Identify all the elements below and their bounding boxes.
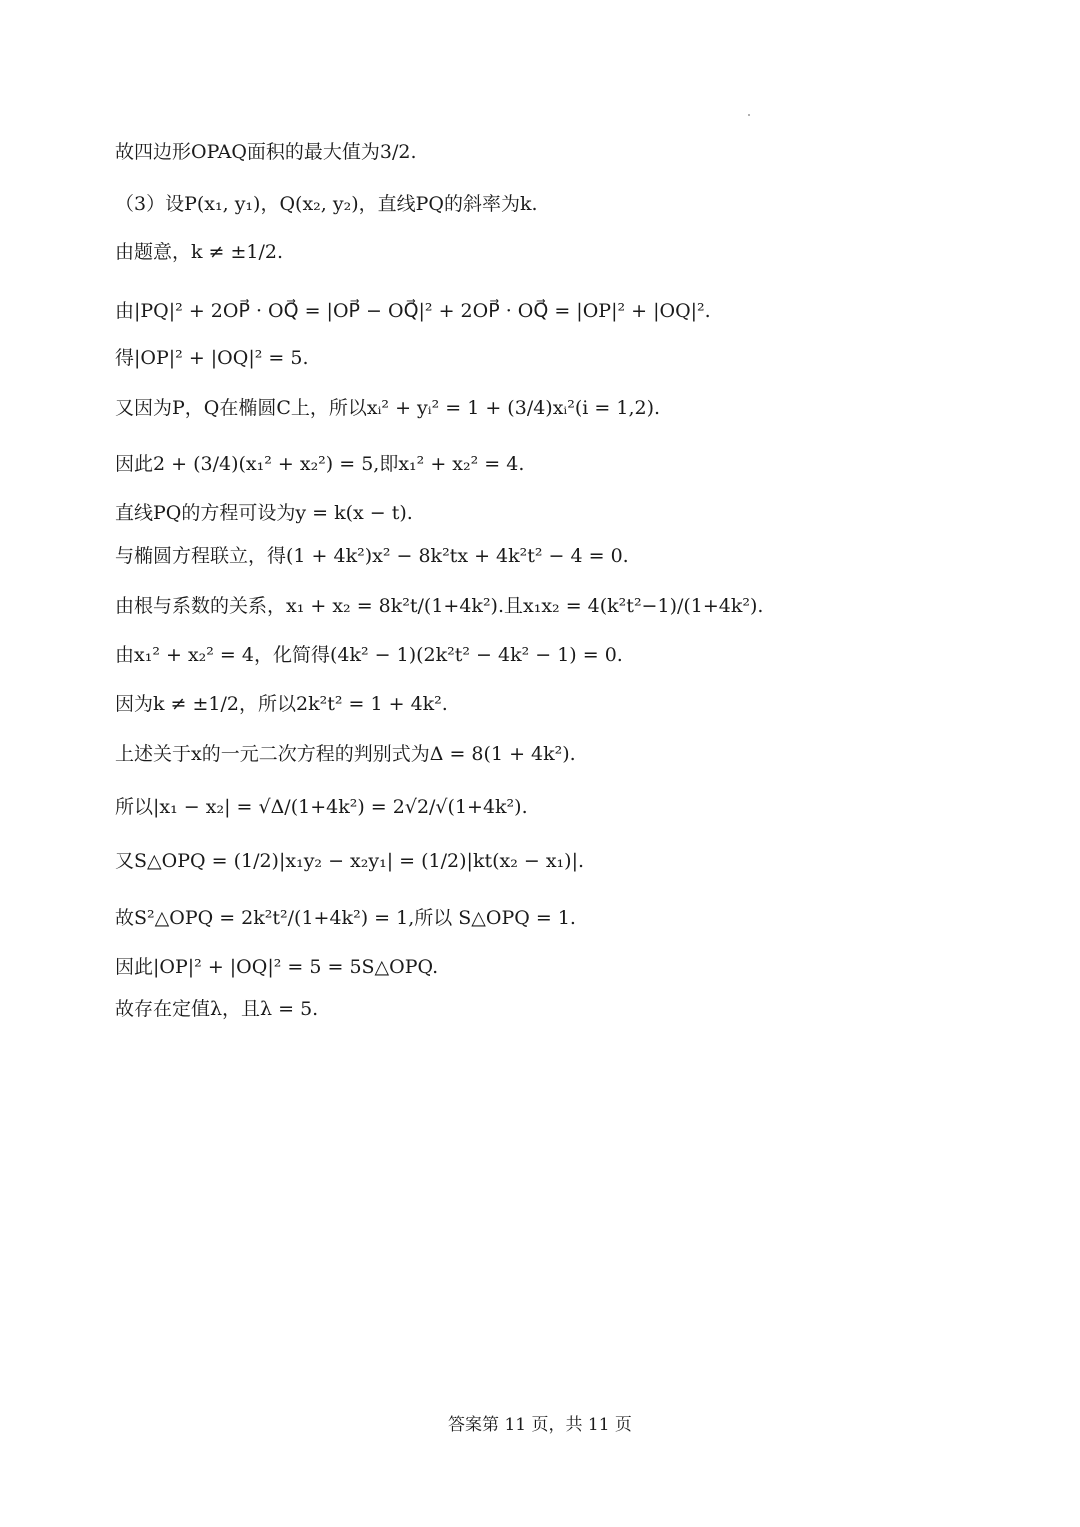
page-footer: 答案第 11 页，共 11 页 <box>448 1415 632 1435</box>
line-7: 因此2 + (3/4)(x₁² + x₂²) = 5,即x₁² + x₂² = 4. <box>115 453 525 475</box>
line-14: 所以|x₁ − x₂| = √Δ/(1+4k²) = 2√2/√(1+4k²). <box>115 796 528 818</box>
line-6: 又因为P，Q在椭圆C上，所以xᵢ² + yᵢ² = 1 + (3/4)xᵢ²(i = 1,2). <box>115 397 661 419</box>
line-5: 得|OP|² + |OQ|² = 5. <box>115 347 309 369</box>
line-11: 由x₁² + x₂² = 4，化简得(4k² − 1)(2k²t² − 4k² − 1) = 0. <box>115 644 623 666</box>
line-3: 由题意，k ≠ ±1/2. <box>115 241 284 263</box>
line-10: 由根与系数的关系，x₁ + x₂ = 8k²t/(1+4k²).且x₁x₂ = 4(k²t²−1)/(1+4k²). <box>115 595 764 617</box>
line-18: 故存在定值λ，且λ = 5. <box>115 998 319 1020</box>
line-1: 故四边形OPAQ面积的最大值为3/2. <box>115 141 417 163</box>
line-13: 上述关于x的一元二次方程的判别式为Δ = 8(1 + 4k²). <box>115 743 576 765</box>
line-2: （3）设P(x₁, y₁)，Q(x₂, y₂)，直线PQ的斜率为k. <box>115 193 538 215</box>
line-16: 故S²△OPQ = 2k²t²/(1+4k²) = 1,所以 S△OPQ = 1. <box>115 907 576 929</box>
line-15: 又S△OPQ = (1/2)|x₁y₂ − x₂y₁| = (1/2)|kt(x₂ − x₁)|. <box>115 850 585 872</box>
line-8: 直线PQ的方程可设为y = k(x − t). <box>115 502 413 524</box>
line-12: 因为k ≠ ±1/2，所以2k²t² = 1 + 4k². <box>115 693 448 715</box>
speck-mark <box>748 114 750 116</box>
line-17: 因此|OP|² + |OQ|² = 5 = 5S△OPQ. <box>115 956 439 978</box>
line-4: 由|PQ|² + 2OP⃗ · OQ⃗ = |OP⃗ − OQ⃗|² + 2OP⃗ · OQ⃗ = |OP|² + |OQ|². <box>115 300 711 322</box>
line-9: 与椭圆方程联立，得(1 + 4k²)x² − 8k²tx + 4k²t² − 4 = 0. <box>115 545 629 567</box>
